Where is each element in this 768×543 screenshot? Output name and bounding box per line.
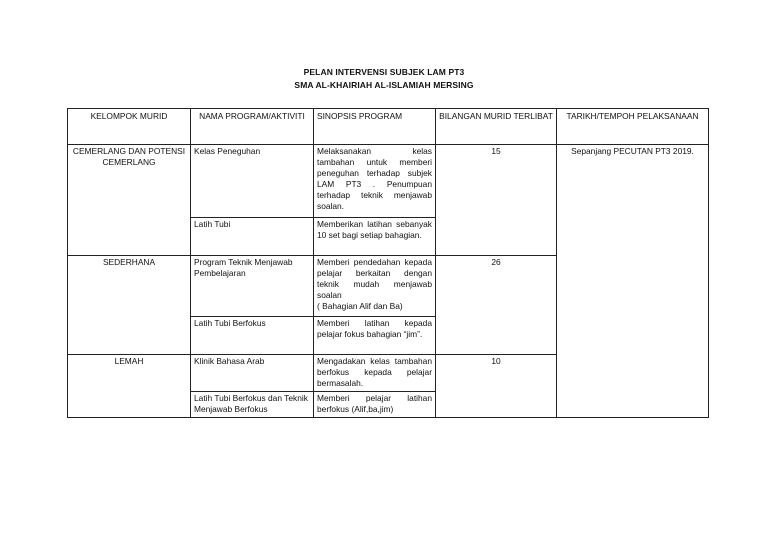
- program-cell: Latih Tubi Berfokus dan Teknik Menjawab Berfokus: [191, 392, 314, 418]
- count-cell: 10: [436, 355, 557, 418]
- synopsis-cell: Memberikan latihan sebanyak 10 set bagi setiap bahagian.: [314, 218, 436, 256]
- group-cell: LEMAH: [68, 355, 191, 418]
- count-cell: 15: [436, 145, 557, 256]
- school-name: SMA AL-KHAIRIAH AL-ISLAMIAH MERSING: [294, 80, 474, 90]
- table-row: [68, 145, 709, 218]
- program-cell: Kelas Peneguhan: [191, 145, 314, 218]
- synopsis-cell: Memberi pelajar latihan berfokus (Alif,ba,jim): [314, 392, 436, 418]
- header-period: TARIKH/TEMPOH PELAKSANAAN: [557, 109, 709, 145]
- synopsis-cell: [314, 256, 436, 317]
- document-title: PELAN INTERVENSI SUBJEK LAM PT3: [303, 67, 465, 77]
- synopsis-cell: Mengadakan kelas tambahan berfokus kepada pelajar bermasalah.: [314, 355, 436, 392]
- synopsis-note: ( Bahagian Alif dan Ba): [317, 301, 403, 311]
- group-cell: SEDERHANA: [68, 256, 191, 355]
- header-synopsis: SINOPSIS PROGRAM: [314, 109, 436, 145]
- program-cell: Latih Tubi Berfokus: [191, 317, 314, 355]
- header-group: KELOMPOK MURID: [68, 109, 191, 145]
- synopsis-cell: Melaksanakan kelas tambahan untuk memberi peneguhan terhadap subjek LAM PT3 . Penumpuan terhadap teknik menjawab soalan.: [314, 145, 436, 218]
- period-cell: Sepanjang PECUTAN PT3 2019.: [557, 145, 709, 418]
- group-cell: CEMERLANG DAN POTENSI CEMERLANG: [68, 145, 191, 256]
- intervention-plan-table: [67, 108, 709, 418]
- table-header-row: [68, 109, 709, 145]
- synopsis-cell: Memberi latihan kepada pelajar fokus bahagian “jim”.: [314, 317, 436, 355]
- count-cell: 26: [436, 256, 557, 355]
- program-cell: Klinik Bahasa Arab: [191, 355, 314, 392]
- program-cell: Program Teknik Menjawab Pembelajaran: [191, 256, 314, 317]
- header-program: NAMA PROGRAM/AKTIVITI: [191, 109, 314, 145]
- header-count: BILANGAN MURID TERLIBAT: [436, 109, 557, 145]
- program-cell: Latih Tubi: [191, 218, 314, 256]
- synopsis-text: Memberi pendedahan kepada pelajar berkaitan dengan teknik mudah menjawab soalan: [317, 257, 432, 300]
